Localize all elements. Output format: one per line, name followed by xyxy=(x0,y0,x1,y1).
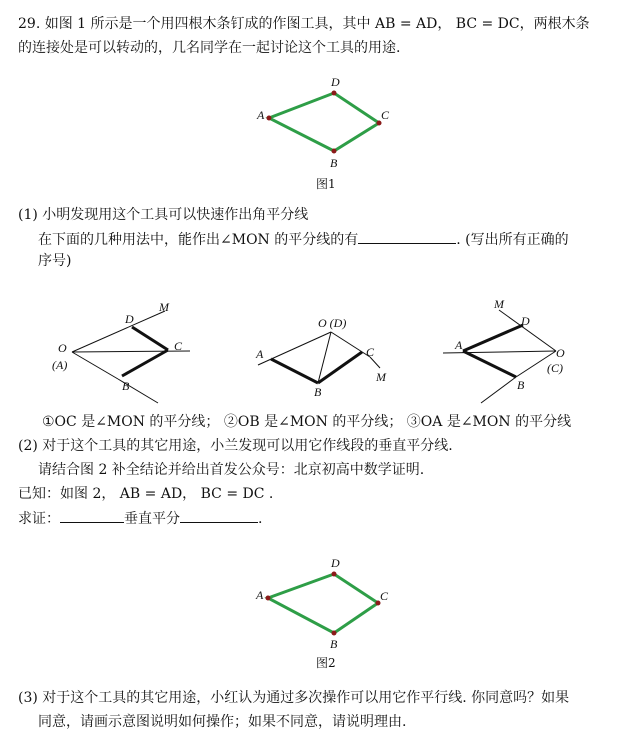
diagram-1-label-b: B xyxy=(122,379,130,393)
figure-2-caption: 图2 xyxy=(316,656,336,670)
figure-2-quadrilateral xyxy=(268,574,378,633)
figure-1-vertex-a xyxy=(267,116,272,121)
part-1-line-3: 序号) xyxy=(38,253,72,269)
diagram-2-label-m: M xyxy=(376,370,386,384)
figure-2-label-b: B xyxy=(330,637,338,651)
diagram-2-label-c: C xyxy=(366,345,375,359)
options-line: ①OC 是∠MON 的平分线； ②OB 是∠MON 的平分线； ③OA 是∠MON 的平分线 xyxy=(42,414,572,430)
part-1-prompt: 在下面的几种用法中，能作出∠MON 的平分线的有 xyxy=(38,232,359,248)
figure-1-caption: 图1 xyxy=(316,177,336,191)
part-2-prove-end: . xyxy=(258,511,263,527)
diagram-2-label-a: A xyxy=(256,347,264,361)
figure-2-label-a: A xyxy=(256,588,264,602)
diagram-1 xyxy=(52,300,190,403)
part-2-line-1: (2) 对于这个工具的其它用途，小兰发现可以用它作线段的垂直平分线. xyxy=(18,438,453,454)
diagram-3-label-d: D xyxy=(521,314,530,328)
part-2-blank-1[interactable] xyxy=(60,508,124,523)
figure-2-label-d: D xyxy=(331,556,340,570)
diagram-3-label-m: M xyxy=(494,297,504,311)
diagram-3-rod-ab xyxy=(463,351,516,377)
figure-1-label-a: A xyxy=(257,108,265,122)
figure-2-vertex-b xyxy=(332,631,337,636)
figure-2 xyxy=(255,556,389,670)
diagram-2-rod-ab xyxy=(271,359,318,383)
diagram-2 xyxy=(255,316,387,399)
part-1-line-2 xyxy=(38,229,569,250)
problem-line-2: 的连接处是可以转动的，几名同学在一起讨论这个工具的用途. xyxy=(18,40,401,56)
part-2-prove xyxy=(18,508,262,529)
part-1-line-1: (1) 小明发现用这个工具可以快速作出角平分线 xyxy=(18,207,309,223)
diagram-2-label-od: O (D) xyxy=(318,316,347,330)
part-1-prompt-tail: . (写出所有正确的 xyxy=(456,232,569,248)
diagram-3-label-o: O xyxy=(556,346,565,360)
diagram-3-ray-on-extension xyxy=(481,377,516,403)
figure-1-label-c: C xyxy=(381,108,390,122)
diagram-2-label-b: B xyxy=(314,385,322,399)
diagram-1-label-a: (A) xyxy=(52,358,68,372)
diagram-1-ray-oc xyxy=(72,351,190,352)
figure-1 xyxy=(256,75,390,191)
part-2-prove-label: 求证： xyxy=(18,511,60,527)
diagram-3-label-b: B xyxy=(517,378,525,392)
diagram-1-rod-cb xyxy=(122,350,168,376)
diagram-2-ray-right xyxy=(331,332,370,357)
part-3-line-1: (3) 对于这个工具的其它用途，小红认为通过多次操作可以用它作平行线. 你同意吗？如果 xyxy=(18,690,570,706)
diagram-3 xyxy=(443,297,565,403)
part-1-answer-blank[interactable] xyxy=(358,229,456,244)
diagram-3-label-a: A xyxy=(455,338,463,352)
part-3-line-2: 同意，请画示意图说明如何操作；如果不同意，请说明理由. xyxy=(38,714,407,730)
part-2-prove-middle: 垂直平分 xyxy=(124,511,180,527)
diagram-1-label-d: D xyxy=(125,312,134,326)
figure-1-label-b: B xyxy=(330,156,338,170)
diagram-3-label-c: (C) xyxy=(547,361,563,375)
diagram-1-rod-dc xyxy=(132,327,168,350)
figure-2-vertex-a xyxy=(266,596,271,601)
figure-2-label-c: C xyxy=(380,589,389,603)
diagram-1-ray-ob xyxy=(72,352,118,379)
part-2-blank-2[interactable] xyxy=(180,508,258,523)
figure-1-vertex-d xyxy=(332,91,337,96)
problem-line-1: 29. 如图 1 所示是一个用四根木条钉成的作图工具，其中 AB = AD， BC = DC，两根木条 xyxy=(18,16,590,32)
figure-1-label-d: D xyxy=(331,75,340,89)
diagram-1-ray-om xyxy=(72,311,165,352)
figure-1-quadrilateral xyxy=(269,93,379,151)
diagram-1-label-m: M xyxy=(159,300,169,314)
diagram-3-rod-ad xyxy=(463,325,523,351)
figure-2-vertex-d xyxy=(332,572,337,577)
figure-1-vertex-b xyxy=(332,149,337,154)
part-2-given: 已知：如图 2， AB = AD， BC = DC . xyxy=(18,486,274,502)
diagram-1-label-c: C xyxy=(174,339,183,353)
diagram-2-ray-left xyxy=(258,332,331,365)
diagram-1-label-o: O xyxy=(58,341,67,355)
part-2-line-2: 请结合图 2 补全结论并给出首发公众号：北京初高中数学证明. xyxy=(38,462,425,478)
